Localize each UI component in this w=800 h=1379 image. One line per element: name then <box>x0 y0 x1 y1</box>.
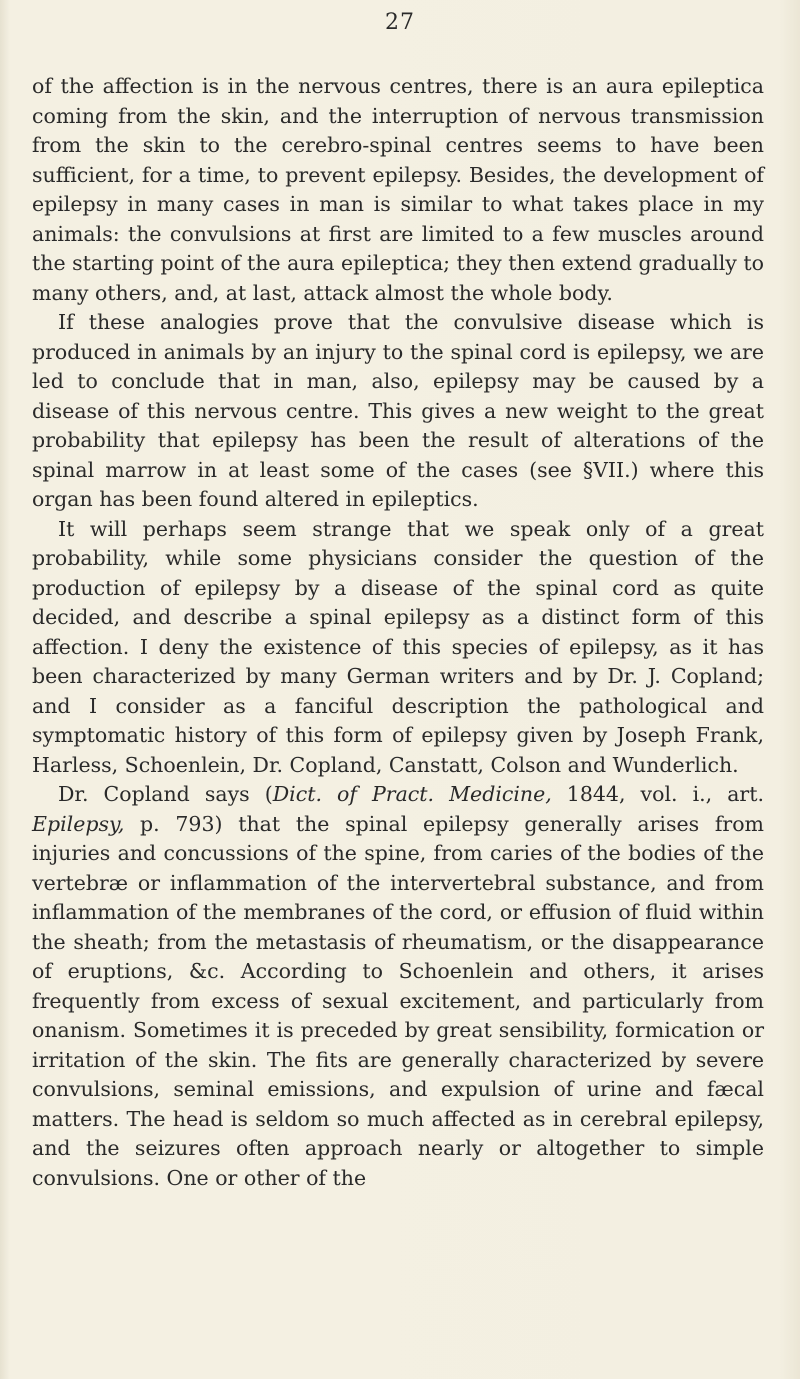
citation-lead: Dr. Copland says ( <box>58 782 273 806</box>
paragraph-3: It will perhaps seem strange that we speak only of a great probability, while some physicians consider the question of the production of epilepsy by a disease of the spinal cord as quite decided, and describe a spinal epilepsy as a distinct form of this affection. I deny the existence of this species of epilepsy, as it has been characterized by many German writers and by Dr. J. Copland; and I consider as a fanciful description the pathological and symptomatic history of this form of epilepsy given by Joseph Frank, Harless, Schoenlein, Dr. Copland, Canstatt, Colson and Wunderlich. <box>32 516 764 777</box>
citation-article: Epilepsy, <box>32 811 125 836</box>
paragraph-4-text: p. 793) that the spinal epilepsy generally arises from injuries and concussions of the spine, from caries of the bodies of the vertebræ or inflammation of the intervertebral substance, and from inflammation of the membranes of the cord, or effusion of fluid within the sheath; from the metastasis of rheumatism, or the disappearance of eruptions, &c. According to Schoenlein and others, it arises frequently from excess of sexual excitement, and particularly from onanism. Sometimes it is preceded by great sensibility, formication or irritation of the skin. The fits are generally characterized by severe convulsions, seminal emissions, and expulsion of urine and fæcal matters. The head is seldom so much affected as in cerebral epilepsy, and the seizures often approach nearly or altogether to simple convulsions. One or other of the <box>32 811 764 1190</box>
paragraph-1: of the affection is in the nervous centres, there is an aura epileptica coming from the skin, and the interruption of nervous transmission from the skin to the cerebro-spinal centres seems to have been sufficient, for a time, to prevent epilepsy. Besides, the development of epilepsy in many cases in man is similar to what takes place in my animals: the convulsions at first are limited to a few muscles around the starting point of the aura epileptica; they then extend gradually to many others, and, at last, attack almost the whole body. <box>32 74 764 305</box>
paragraph-2: If these analogies prove that the convulsive disease which is produced in animals by an injury to the spinal cord is epilepsy, we are led to conclude that in man, also, epilepsy may be caused by a disease of this nervous centre. This gives a new weight to the great probability that epilepsy has been the result of alterations of the spinal marrow in at least some of the cases (see §VII.) where this organ has been found altered in epileptics. <box>32 310 764 511</box>
page-number: 27 <box>385 10 415 35</box>
body-text <box>32 72 764 1193</box>
paragraph-4 <box>32 780 764 1193</box>
citation-volume: 1844, vol. i., art. <box>551 782 764 806</box>
citation-title: Dict. of Pract. Medicine, <box>272 782 552 806</box>
